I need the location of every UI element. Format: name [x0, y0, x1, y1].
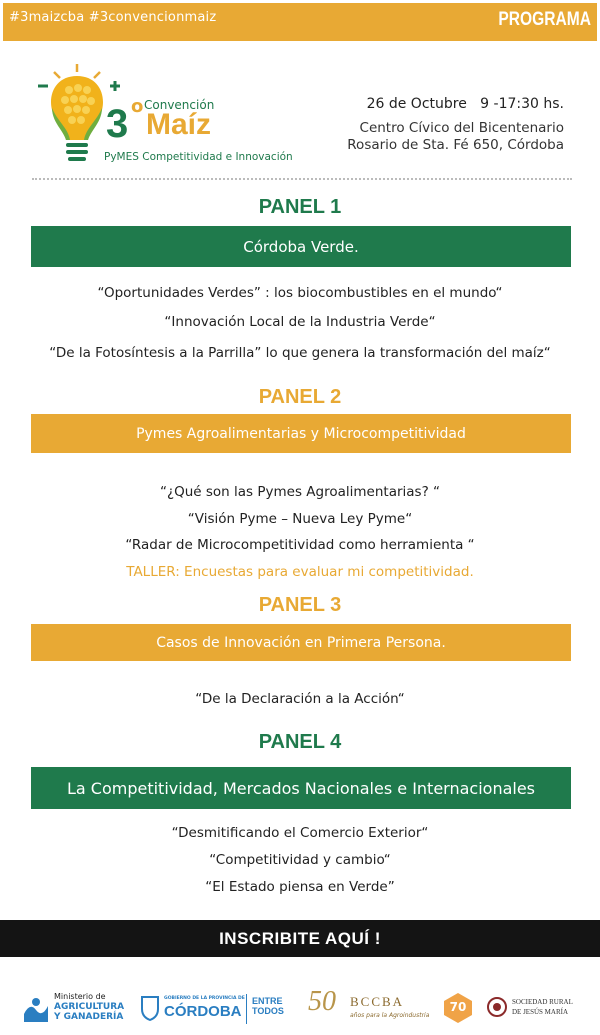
logo-ordinal: o — [131, 96, 144, 117]
panel-4-talk-2: “Competitividad y cambio“ — [209, 852, 391, 868]
panel-1-title: PANEL 1 — [258, 196, 342, 218]
ministerio-line1: Ministerio de — [54, 992, 106, 1001]
event-venue-line1: Centro Cívico del Bicentenario — [359, 120, 564, 136]
sociedad-rural-logo — [486, 996, 586, 1026]
gobierno-line2: CÓRDOBA — [164, 1003, 242, 1020]
hashtags: #3maizcba #3convencionmaiz — [9, 10, 217, 25]
panel-2-band: Pymes Agroalimentarias y Microcompetitividad — [31, 414, 571, 453]
panel-2-title: PANEL 2 — [258, 386, 342, 408]
panel-3-talk-1: “De la Declaración a la Acción“ — [195, 691, 405, 707]
panel-2-talk-1: “¿Qué son las Pymes Agroalimentarias? “ — [159, 484, 441, 500]
logo-tagline: PyMES Competitividad e Innovación — [104, 151, 293, 163]
todos-text: TODOS — [252, 1006, 284, 1016]
seventy-years-logo — [442, 992, 474, 1024]
panel-3-band: Casos de Innovación en Primera Persona. — [31, 624, 571, 661]
panel-3-title: PANEL 3 — [258, 594, 342, 616]
entre-todos-logo — [252, 996, 284, 1016]
seventy-number: 70 — [449, 1000, 467, 1014]
event-info — [347, 96, 564, 154]
panel-2-workshop: TALLER: Encuestas para evaluar mi competitividad. — [126, 564, 474, 580]
divider — [32, 178, 572, 180]
crest-icon — [486, 996, 508, 1018]
bccba-name: BCCBA — [350, 994, 405, 1009]
gobierno-cordoba-logo — [140, 992, 245, 1026]
entre-text: ENTRE — [252, 996, 283, 1006]
panel-2-talk-2: “Visión Pyme – Nueva Ley Pyme“ — [187, 511, 413, 527]
panel-4-talk-3: “El Estado piensa en Verde” — [205, 879, 395, 895]
panel-2-talk-3: “Radar de Microcompetitividad como herramienta “ — [125, 537, 475, 553]
panel-4-talk-1: “Desmitificando el Comercio Exterior“ — [171, 825, 429, 841]
bccba-logo — [308, 986, 430, 1028]
bccba-number: 50 — [308, 986, 336, 1017]
top-banner — [3, 3, 597, 41]
panel-4-band: La Competitividad, Mercados Nacionales e Internacionales — [31, 767, 571, 809]
section-label: PROGRAMA — [498, 9, 591, 30]
shield-icon — [140, 995, 160, 1021]
event-venue-line2: Rosario de Sta. Fé 650, Córdoba — [347, 137, 564, 153]
logo-word-maiz: Maíz — [146, 108, 212, 141]
bccba-subtitle: años para la Agroindustria — [350, 1012, 430, 1019]
convention-logo — [30, 58, 293, 176]
event-date: 26 de Octubre 9 -17:30 hs. — [366, 96, 564, 112]
gobierno-line1: GOBIERNO DE LA PROVINCIA DE — [164, 996, 245, 1001]
panel-1-talk-2: “Innovación Local de la Industria Verde“ — [164, 314, 436, 330]
ministerio-line3: Y GANADERÍA — [54, 1012, 124, 1022]
panel-4-title: PANEL 4 — [258, 731, 342, 753]
sociedad-line2: DE JESÚS MARÍA — [512, 1008, 569, 1016]
logo-separator — [246, 994, 247, 1024]
sociedad-line1: SOCIEDAD RURAL — [512, 998, 573, 1006]
ministerio-wave-icon — [22, 994, 50, 1024]
panel-1-talk-3: “De la Fotosíntesis a la Parrilla” lo que genera la transformación del maíz“ — [49, 345, 551, 361]
ministerio-line2: AGRICULTURA — [54, 1002, 125, 1012]
panel-1-band: Córdoba Verde. — [31, 226, 571, 267]
register-button[interactable]: INSCRIBITE AQUÍ ! — [0, 920, 600, 957]
sponsor-logos — [0, 980, 600, 1030]
logo-word-convencion: Convención — [144, 98, 215, 112]
panel-1-talk-1: “Oportunidades Verdes” : los biocombustibles en el mundo“ — [97, 285, 503, 301]
ministerio-logo — [22, 992, 127, 1026]
logo-number: 3 — [106, 102, 129, 146]
